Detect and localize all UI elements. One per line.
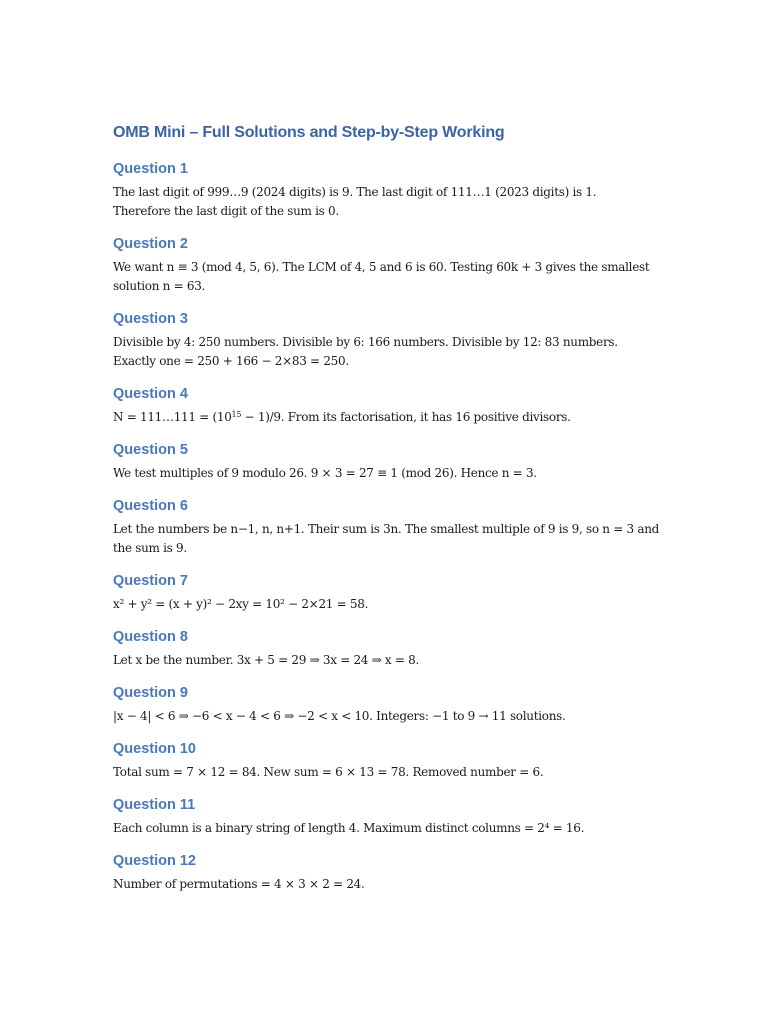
- solution-line: We want n ≡ 3 (mod 4, 5, 6). The LCM of 4, 5 and 6 is 60. Testing 60k + 3 gives the smallest: [113, 260, 650, 274]
- solution-line: Divisible by 4: 250 numbers. Divisible by 6: 166 numbers. Divisible by 12: 83 numbers.: [113, 335, 618, 349]
- question-3: [113, 310, 673, 371]
- question-10: [113, 740, 673, 782]
- solution-line: Let x be the number. 3x + 5 = 29 ⇒ 3x = 24 ⇒ x = 8.: [113, 653, 420, 667]
- solution-text: N = 111…111 = (10: [113, 410, 232, 424]
- solution-line: Exactly one = 250 + 166 − 2×83 = 250.: [113, 354, 349, 368]
- question-heading: Question 1: [113, 161, 188, 177]
- question-heading: Question 11: [113, 797, 196, 813]
- question-7: [113, 572, 673, 614]
- solution-line: We test multiples of 9 modulo 26. 9 × 3 = 27 ≡ 1 (mod 26). Hence n = 3.: [113, 466, 537, 480]
- question-solution: [113, 819, 673, 838]
- solution-line: Therefore the last digit of the sum is 0.: [113, 204, 339, 218]
- solution-line: The last digit of 999…9 (2024 digits) is 9. The last digit of 111…1 (2023 digits) is 1.: [113, 185, 597, 199]
- solution-text: − 1)/9. From its factorisation, it has 16 positive divisors.: [241, 410, 571, 424]
- question-heading: Question 4: [113, 386, 188, 402]
- question-4: [113, 385, 673, 427]
- exponent: 15: [231, 410, 242, 419]
- question-5: [113, 441, 673, 483]
- question-solution: [113, 333, 673, 371]
- question-solution: [113, 651, 673, 670]
- question-12: [113, 852, 673, 894]
- question-heading: Question 5: [113, 442, 188, 458]
- question-heading: Question 8: [113, 629, 188, 645]
- question-solution: [113, 258, 673, 296]
- question-8: [113, 628, 673, 670]
- solution-line: solution n = 63.: [113, 279, 206, 293]
- question-9: [113, 684, 673, 726]
- solution-line: [113, 408, 673, 427]
- solution-line: Number of permutations = 4 × 3 × 2 = 24.: [113, 877, 365, 891]
- question-solution: [113, 875, 673, 894]
- question-2: [113, 235, 673, 296]
- question-6: [113, 497, 673, 558]
- question-1: [113, 160, 673, 221]
- question-solution: [113, 763, 673, 782]
- question-heading: Question 2: [113, 236, 188, 252]
- page-title: OMB Mini – Full Solutions and Step-by-Step Working: [113, 124, 505, 141]
- question-solution: [113, 520, 673, 558]
- solution-line: the sum is 9.: [113, 541, 187, 555]
- question-heading: Question 7: [113, 573, 188, 589]
- question-heading: Question 12: [113, 853, 196, 869]
- solution-line: Let the numbers be n−1, n, n+1. Their sum is 3n. The smallest multiple of 9 is 9, so n = 3 and: [113, 522, 660, 536]
- question-solution: [113, 408, 673, 427]
- solution-line: Each column is a binary string of length 4. Maximum distinct columns = 2⁴ = 16.: [113, 821, 585, 835]
- solution-line: Total sum = 7 × 12 = 84. New sum = 6 × 13 = 78. Removed number = 6.: [113, 765, 544, 779]
- question-solution: [113, 595, 673, 614]
- question-solution: [113, 707, 673, 726]
- question-11: [113, 796, 673, 838]
- solution-line: |x − 4| < 6 ⇒ −6 < x − 4 < 6 ⇒ −2 < x < 10. Integers: −1 to 9 → 11 solutions.: [113, 709, 566, 723]
- question-solution: [113, 183, 673, 221]
- document-page: [113, 124, 673, 908]
- question-heading: Question 9: [113, 685, 188, 701]
- solution-line: x² + y² = (x + y)² − 2xy = 10² − 2×21 = 58.: [113, 597, 369, 611]
- question-solution: [113, 464, 673, 483]
- question-heading: Question 10: [113, 741, 196, 757]
- question-heading: Question 6: [113, 498, 188, 514]
- question-heading: Question 3: [113, 311, 188, 327]
